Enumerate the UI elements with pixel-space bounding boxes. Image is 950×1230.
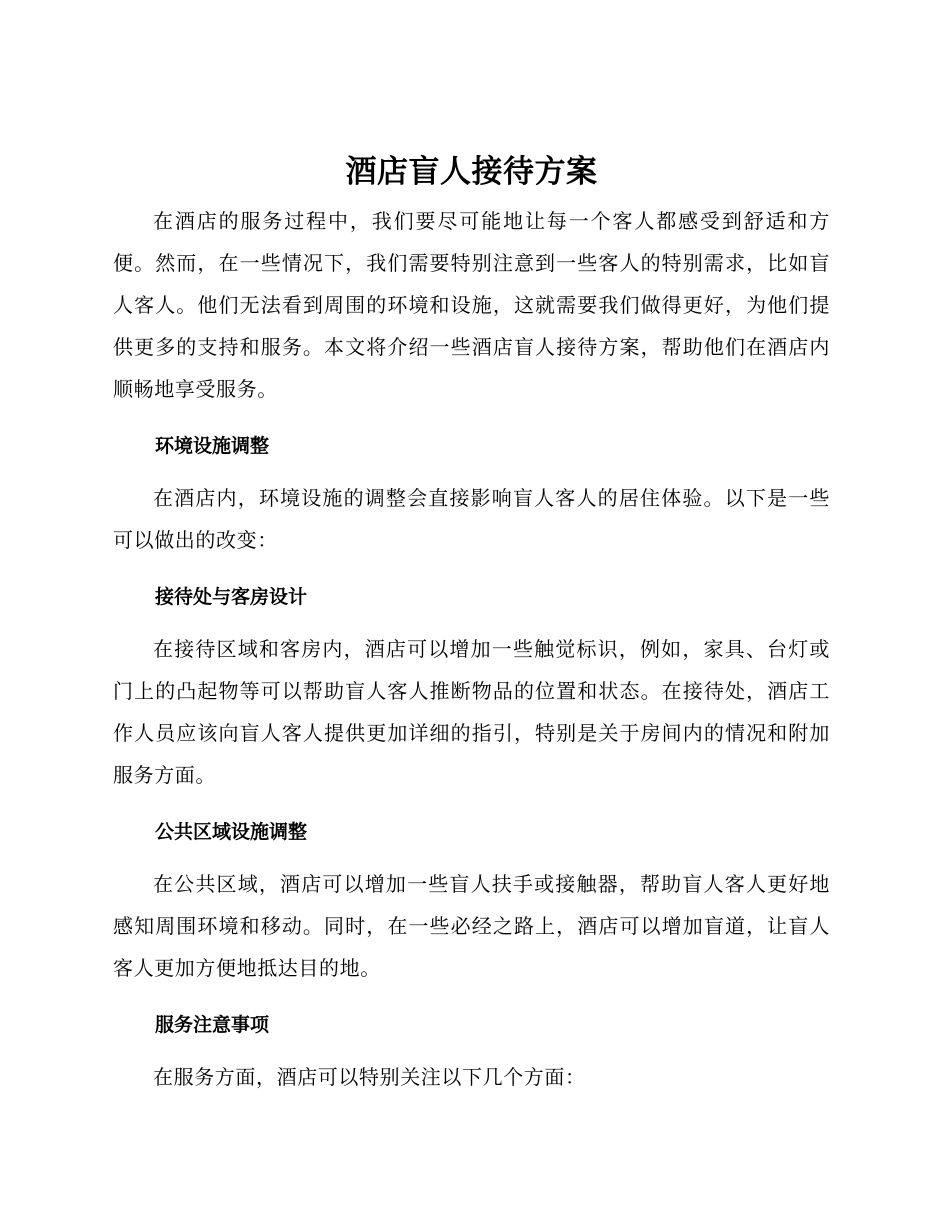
section-body-environment: 在酒店内，环境设施的调整会直接影响盲人客人的居住体验。以下是一些可以做出的改变：	[113, 486, 830, 552]
document-title: 酒店盲人接待方案	[345, 154, 598, 190]
section-heading-public-areas: 公共区域设施调整	[155, 821, 308, 843]
section-heading-service-notes: 服务注意事项	[155, 1014, 270, 1036]
section-heading-environment: 环境设施调整	[155, 435, 270, 457]
document-page	[113, 150, 830, 1098]
section-body-public-areas: 在公共区域，酒店可以增加一些盲人扶手或接触器，帮助盲人客人更好地感知周围环境和移动。同时，在一些必经之路上，酒店可以增加盲道，让盲人客人更加方便地抵达目的地。	[113, 872, 830, 980]
section-body-service-notes: 在服务方面，酒店可以特别关注以下几个方面：	[153, 1065, 586, 1089]
intro-paragraph: 在酒店的服务过程中，我们要尽可能地让每一个客人都感受到舒适和方便。然而，在一些情况下，我们需要特别注意到一些客人的特别需求，比如盲人客人。他们无法看到周围的环境和设施，这就需要我们做得更好，为他们提供更多的支持和服务。本文将介绍一些酒店盲人接待方案，帮助他们在酒店内顺畅地享受服务。	[113, 209, 830, 401]
section-heading-reception-rooms: 接待处与客房设计	[155, 586, 308, 608]
section-body-reception-rooms: 在接待区域和客房内，酒店可以增加一些触觉标识，例如，家具、台灯或门上的凸起物等可以帮助盲人客人推断物品的位置和状态。在接待处，酒店工作人员应该向盲人客人提供更加详细的指引，特别是关于房间内的情况和附加服务方面。	[113, 637, 830, 787]
